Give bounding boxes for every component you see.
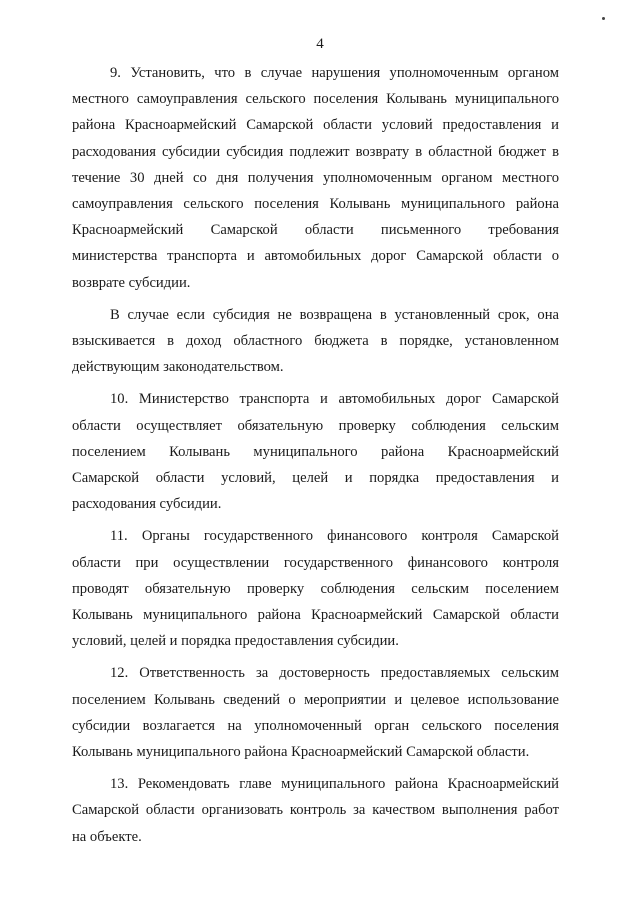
paragraph	[72, 660, 559, 765]
text-line: Самарской области организовать контроль за качеством выполнения работ	[72, 802, 559, 819]
text-line: самоуправления сельского поселения Колывань муниципального района	[72, 196, 559, 213]
text-line: Красноармейский Самарской области письменного требования	[72, 222, 559, 239]
text-line: взыскивается в доход областного бюджета в порядке, установленном	[72, 333, 559, 350]
paragraph	[72, 386, 559, 517]
text-line: местного самоуправления сельского поселения Колывань муниципального	[72, 91, 559, 108]
text-line: условий, целей и порядка предоставления субсидии.	[72, 633, 399, 650]
text-line: 10. Министерство транспорта и автомобильных дорог Самарской	[110, 391, 559, 408]
text-line: поселением Колывань сведений о мероприятии и целевое использование	[72, 691, 559, 708]
text-line: расходования субсидии субсидия подлежит возврату в областной бюджет в	[72, 143, 559, 160]
paragraph	[72, 771, 559, 850]
text-line: района Красноармейский Самарской области условий предоставления и	[72, 117, 559, 134]
text-line: Колывань муниципального района Красноармейский Самарской области	[72, 607, 559, 624]
text-line: 12. Ответственность за достоверность предоставляемых сельским	[110, 665, 559, 682]
text-line: течение 30 дней со дня получения уполномоченным органом местного	[72, 169, 559, 186]
text-line: поселением Колывань муниципального района Красноармейский	[72, 443, 559, 460]
paragraph	[72, 523, 559, 654]
page-number: 4	[316, 36, 324, 52]
text-line: на объекте.	[72, 828, 142, 845]
text-line: В случае если субсидия не возвращена в установленный срок, она	[110, 306, 559, 323]
text-line: 9. Установить, что в случае нарушения уполномоченным органом	[110, 65, 559, 81]
text-line: 11. Органы государственного финансового контроля Самарской	[110, 528, 559, 545]
text-line: Колывань муниципального района Красноармейский Самарской области.	[72, 744, 530, 761]
text-line: 13. Рекомендовать главе муниципального района Красноармейский	[110, 776, 559, 793]
text-line: возврате субсидии.	[72, 274, 191, 291]
text-line: действующим законодательством.	[72, 359, 284, 376]
text-line: расходования субсидии.	[72, 496, 222, 513]
paragraph	[72, 60, 559, 296]
text-line: области осуществляет обязательную проверку соблюдения сельским	[72, 417, 559, 434]
document-body	[72, 60, 559, 856]
paragraph	[72, 302, 559, 381]
text-line: проводят обязательную проверку соблюдения сельским поселением	[72, 580, 559, 597]
text-line: Самарской области условий, целей и порядка предоставления и	[72, 470, 559, 487]
text-line: субсидии возлагается на уполномоченный орган сельского поселения	[72, 717, 559, 734]
scan-speck	[602, 17, 605, 20]
text-line: области при осуществлении государственного финансового контроля	[72, 554, 559, 571]
text-line: министерства транспорта и автомобильных дорог Самарской области о	[72, 248, 559, 265]
